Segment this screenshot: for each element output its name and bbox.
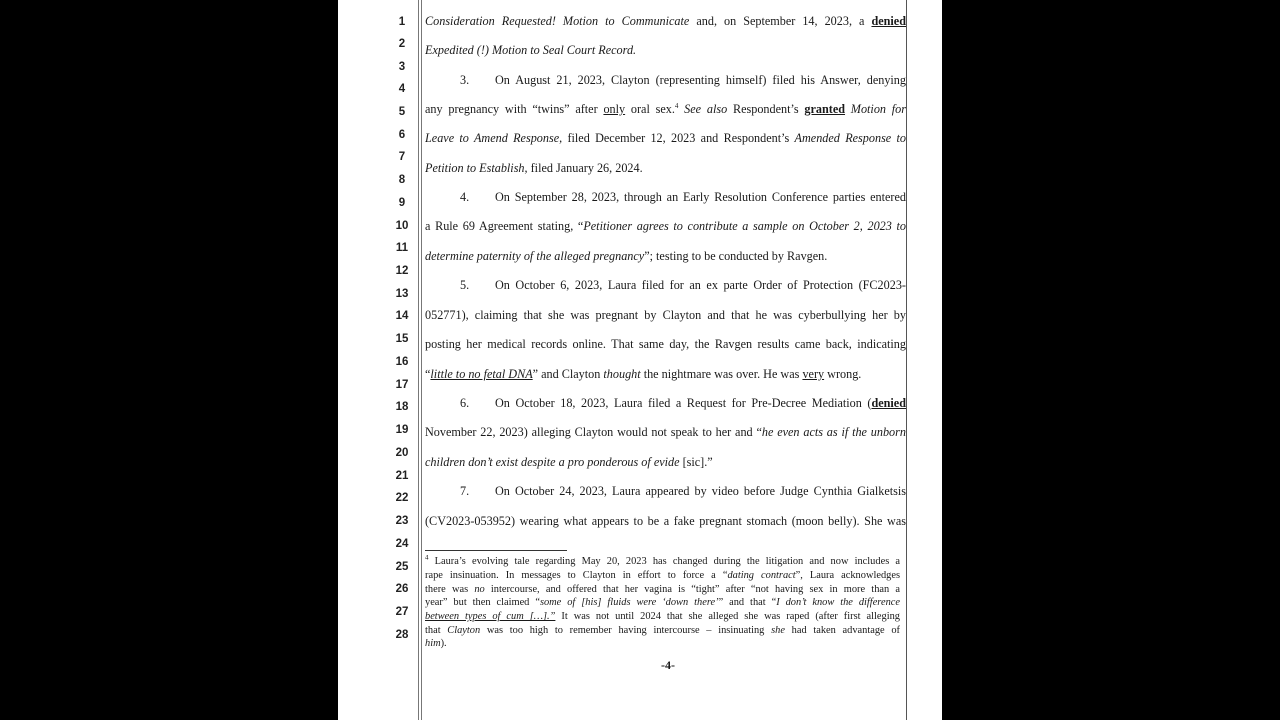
footnote-separator	[425, 550, 567, 551]
footnote-line: there was no intercourse, and offered that her vagina is “tight” after “not having sex in more than a	[425, 584, 900, 595]
body-line: Leave to Amend Response, filed December 12, 2023 and Respondent’s Amended Response to	[425, 131, 906, 145]
body-line: (CV2023-053952) wearing what appears to be a fake pregnant stomach (moon belly). She was	[425, 514, 906, 528]
footnote-line: rape insinuation. In messages to Clayton in effort to force a “dating contract”, Laura acknowledges	[425, 570, 900, 581]
line-number: 1	[398, 16, 406, 28]
line-number: 18	[395, 401, 409, 413]
body-line: posting her medical records online. That same day, the Ravgen results came back, indicating	[425, 337, 906, 351]
paragraph-number: 7.	[460, 484, 470, 498]
line-number: 2	[398, 38, 406, 50]
line-number: 19	[395, 424, 409, 436]
line-number: 4	[398, 83, 406, 95]
line-number: 17	[395, 379, 409, 391]
line-number: 15	[395, 333, 409, 345]
line-number: 21	[395, 470, 409, 482]
footnote-line: $^4$ Laura’s evolving tale regarding May 20, 2023 has changed during the litigation and now includes a	[425, 555, 900, 567]
body-line: “little to no fetal DNA” and Clayton thought the nightmare was over. He was very wrong.	[425, 367, 862, 381]
page-number: -4-	[661, 658, 675, 672]
line-number: 11	[395, 242, 409, 254]
line-number: 6	[398, 129, 406, 141]
body-line: a Rule 69 Agreement stating, “Petitioner agrees to contribute a sample on October 2, 2023 to	[425, 219, 906, 233]
left-margin-rule-outer	[418, 0, 419, 720]
document-page	[338, 0, 942, 720]
line-number: 27	[395, 606, 409, 618]
body-line: Petition to Establish, filed January 26, 2024.	[425, 161, 643, 175]
line-number: 5	[398, 106, 406, 118]
line-number: 28	[395, 629, 409, 641]
footnote-line: between types of cum […].” It was not until 2024 that she alleged she was raped (after first alleging	[425, 611, 900, 622]
paragraph-number: 4.	[460, 190, 470, 204]
line-number: 14	[395, 310, 409, 322]
footnote-line: that Clayton was too high to remember having intercourse – insinuating she had taken advantage of	[425, 625, 900, 636]
line-number: 22	[395, 492, 409, 504]
line-number: 16	[395, 356, 409, 368]
body-line: 052771), claiming that she was pregnant by Clayton and that he was cyberbullying her by	[425, 308, 906, 322]
body-line: any pregnancy with “twins” after only oral sex.$^4$ See also Respondent’s granted Motion for	[425, 101, 906, 116]
footnote-line: him).	[425, 638, 447, 649]
body-line: Consideration Requested! Motion to Communicate and, on September 14, 2023, a denied	[425, 14, 906, 28]
footnote-marker: 4	[425, 555, 429, 562]
body-line: 6. On October 18, 2023, Laura filed a Request for Pre-Decree Mediation (denied	[425, 393, 906, 413]
body-line: Expedited (!) Motion to Seal Court Record.	[425, 43, 637, 57]
right-margin-rule	[906, 0, 907, 720]
body-line: 7. On October 24, 2023, Laura appeared by video before Judge Cynthia Gialketsis	[425, 481, 906, 501]
line-number: 9	[398, 197, 406, 209]
line-number: 3	[398, 61, 406, 73]
line-number: 20	[395, 447, 409, 459]
line-number: 7	[398, 151, 406, 163]
line-number: 25	[395, 561, 409, 573]
body-line: determine paternity of the alleged pregnancy”; testing to be conducted by Ravgen.	[425, 249, 828, 263]
line-number: 23	[395, 515, 409, 527]
paragraph-number: 6.	[460, 396, 470, 410]
line-number: 13	[395, 288, 409, 300]
line-number: 8	[398, 174, 406, 186]
body-line: 3. On August 21, 2023, Clayton (representing himself) filed his Answer, denying	[425, 70, 906, 90]
body-line: 4. On September 28, 2023, through an Early Resolution Conference parties entered	[425, 187, 906, 207]
line-number: 24	[395, 538, 409, 550]
line-number: 10	[395, 220, 409, 232]
footnote-line: year” but then claimed “some of [his] fluids were ‘down there’” and that “I don’t know the difference	[425, 597, 900, 608]
footnote-ref: 4	[674, 101, 679, 110]
body-line: November 22, 2023) alleging Clayton would not speak to her and “he even acts as if the unborn	[425, 425, 906, 439]
left-margin-rule-inner	[421, 0, 422, 720]
paragraph-number: 3.	[460, 73, 470, 87]
body-line: 5. On October 6, 2023, Laura filed for an ex parte Order of Protection (FC2023-	[425, 275, 906, 295]
line-number: 12	[395, 265, 409, 277]
paragraph-number: 5.	[460, 278, 470, 292]
line-number: 26	[395, 583, 409, 595]
body-line: children don’t exist despite a pro ponderous of evide [sic].”	[425, 455, 713, 469]
